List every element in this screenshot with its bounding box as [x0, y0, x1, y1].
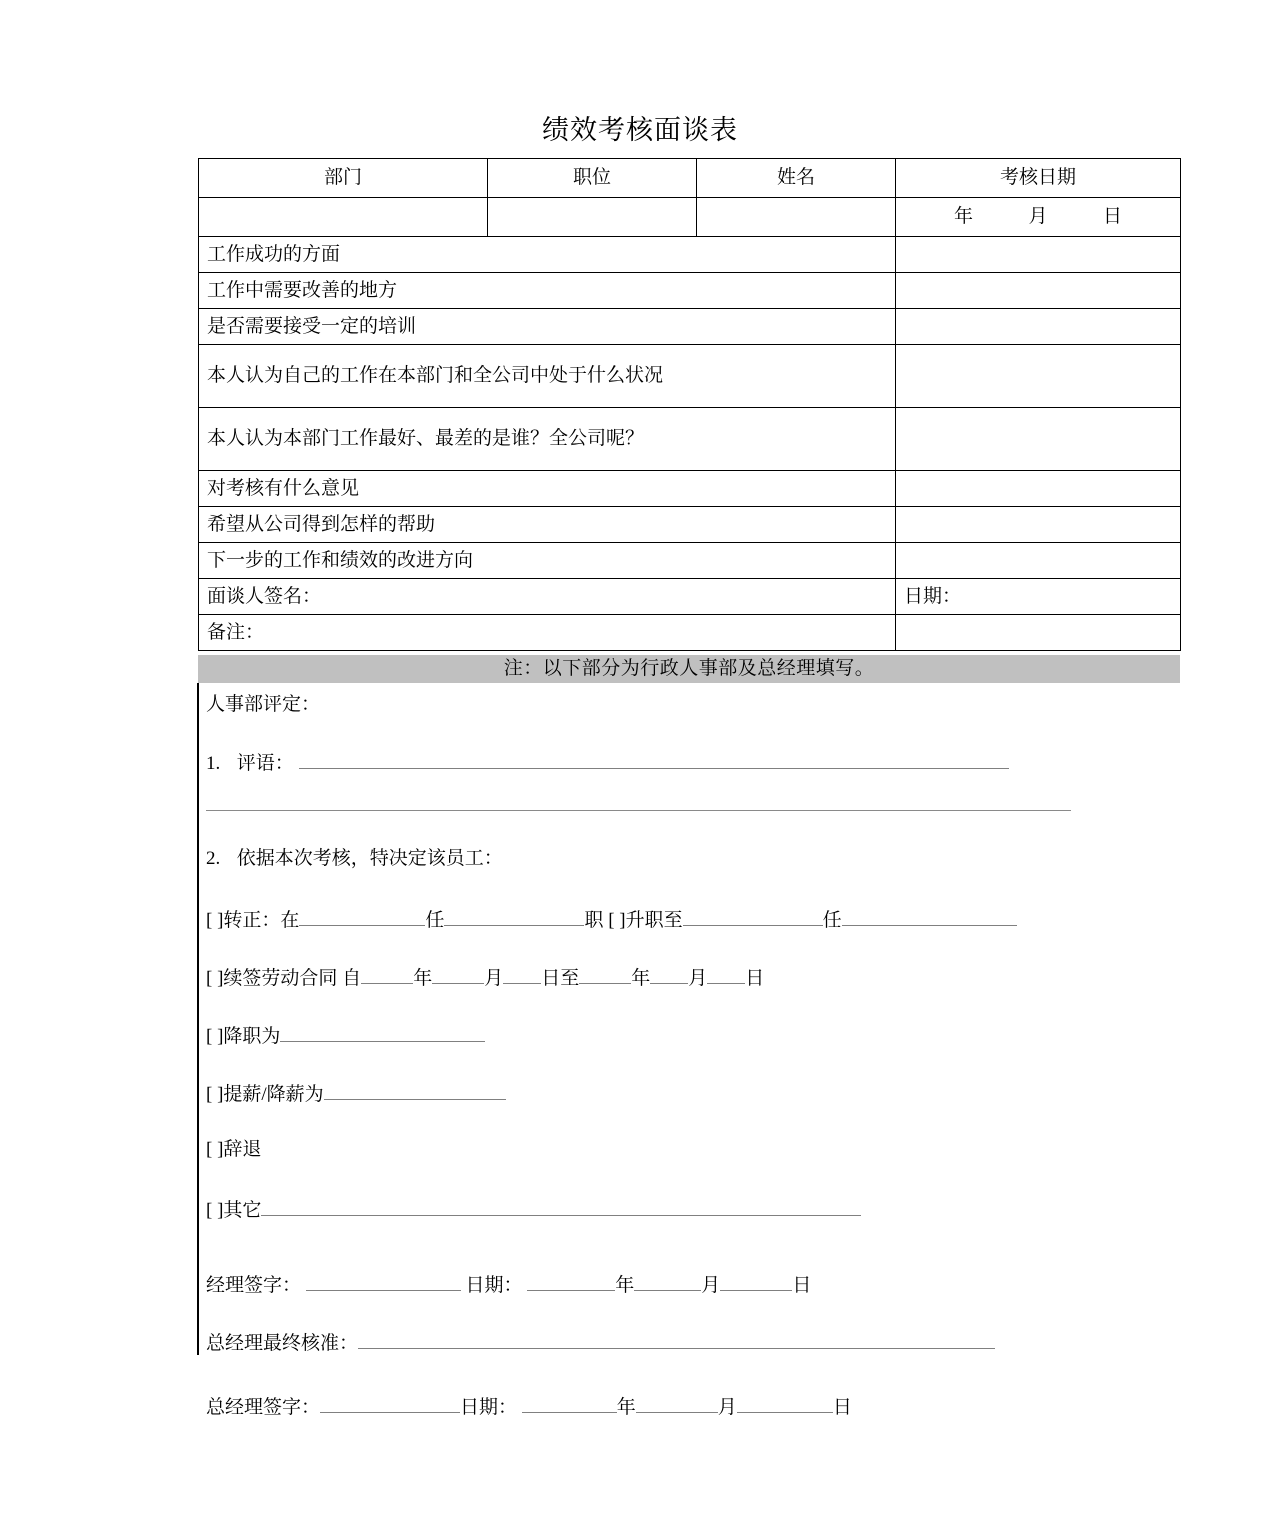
contract-start-month-input[interactable] — [432, 966, 484, 984]
question-label-3: 本人认为自己的工作在本部门和全公司中处于什么状况 — [199, 345, 896, 408]
checkbox-demotion[interactable]: [ ] — [206, 1026, 224, 1047]
performance-review-table — [198, 158, 1181, 651]
question-label-4: 本人认为本部门工作最好、最差的是谁？全公司呢？ — [199, 408, 896, 471]
contract-to-label: 日至 — [541, 968, 580, 989]
interviewer-date-label[interactable]: 日期： — [896, 579, 1181, 615]
gm-approval-row[interactable] — [206, 1331, 995, 1353]
option-promotion-text: 升职至 — [625, 910, 683, 931]
answer-cell-1[interactable] — [896, 273, 1181, 309]
comment-input-line-2[interactable] — [206, 810, 1071, 811]
table-row — [199, 507, 1181, 543]
comment-label: 评语： — [236, 753, 294, 774]
gm-signature-input[interactable] — [320, 1395, 460, 1413]
decision-row — [206, 849, 503, 868]
date-year-label: 年 — [953, 206, 973, 228]
gm-date-month-input[interactable] — [636, 1395, 718, 1413]
decision-number: 2. — [206, 848, 221, 869]
input-cell-position[interactable] — [488, 198, 697, 237]
option-dismissal-text: 辞退 — [223, 1139, 262, 1160]
checkbox-confirm[interactable]: [ ] — [206, 910, 224, 931]
gm-approval-label: 总经理最终核准： — [206, 1333, 359, 1354]
contract-end-day-input[interactable] — [707, 966, 745, 984]
answer-cell-7[interactable] — [896, 543, 1181, 579]
header-cell-name: 姓名 — [697, 159, 896, 198]
contract-end-year-input[interactable] — [579, 966, 631, 984]
answer-cell-6[interactable] — [896, 507, 1181, 543]
answer-cell-2[interactable] — [896, 309, 1181, 345]
manager-date-year-input[interactable] — [527, 1273, 615, 1291]
contract-end-year-label: 年 — [631, 968, 651, 989]
checkbox-promotion[interactable]: [ ] — [608, 910, 626, 931]
salary-change-input[interactable] — [324, 1082, 506, 1100]
option-confirm-serve: 任 — [425, 910, 445, 931]
input-cell-review-date[interactable] — [896, 198, 1181, 237]
checkbox-salary-change[interactable]: [ ] — [206, 1084, 224, 1105]
option-contract-renewal[interactable] — [206, 966, 764, 988]
date-day-label: 日 — [1103, 206, 1123, 228]
contract-end-month-label: 月 — [688, 968, 708, 989]
header-cell-department: 部门 — [199, 159, 488, 198]
manager-date-month-label: 月 — [701, 1275, 721, 1296]
option-confirm-promotion[interactable] — [206, 908, 1017, 930]
demotion-input[interactable] — [280, 1024, 485, 1042]
manager-signature-label: 经理签字： — [206, 1275, 302, 1296]
gm-date-year-label: 年 — [616, 1397, 636, 1418]
page-title: 绩效考核面谈表 — [542, 115, 738, 145]
checkbox-dismissal[interactable]: [ ] — [206, 1139, 224, 1160]
answer-cell-3[interactable] — [896, 345, 1181, 408]
gm-signature-label: 总经理签字： — [206, 1397, 321, 1418]
other-input[interactable] — [261, 1198, 861, 1216]
interviewer-signature-row — [199, 579, 1181, 615]
promotion-position-input[interactable] — [842, 908, 1017, 926]
option-promotion-serve: 任 — [822, 910, 842, 931]
header-cell-review-date: 考核日期 — [896, 159, 1181, 198]
option-other[interactable] — [206, 1198, 861, 1220]
contract-start-year-input[interactable] — [361, 966, 413, 984]
manager-date-month-input[interactable] — [634, 1273, 701, 1291]
manager-date-year-label: 年 — [615, 1275, 635, 1296]
promotion-target-input[interactable] — [683, 908, 823, 926]
comment-input-line-1[interactable] — [299, 751, 1009, 769]
gm-date-year-input[interactable] — [522, 1395, 617, 1413]
contract-end-month-input[interactable] — [650, 966, 688, 984]
question-label-1: 工作中需要改善的地方 — [199, 273, 896, 309]
comment-row — [206, 751, 1009, 773]
question-label-7: 下一步的工作和绩效的改进方向 — [199, 543, 896, 579]
gm-date-label: 日期： — [460, 1397, 518, 1418]
option-other-text: 其它 — [223, 1200, 262, 1221]
contract-start-year-label: 年 — [413, 968, 433, 989]
confirm-position-input[interactable] — [444, 908, 584, 926]
question-label-0: 工作成功的方面 — [199, 237, 896, 273]
table-row — [199, 273, 1181, 309]
remarks-cell[interactable] — [896, 615, 1181, 651]
gm-date-month-label: 月 — [717, 1397, 737, 1418]
manager-date-day-input[interactable] — [720, 1273, 792, 1291]
confirm-location-input[interactable] — [299, 908, 425, 926]
manager-signature-row[interactable] — [206, 1273, 811, 1295]
manager-date-day-label: 日 — [792, 1275, 812, 1296]
hr-section-heading: 人事部评定： — [206, 694, 321, 715]
question-label-2: 是否需要接受一定的培训 — [199, 309, 896, 345]
checkbox-contract-renewal[interactable]: [ ] — [206, 968, 224, 989]
gm-date-day-input[interactable] — [737, 1395, 833, 1413]
admin-note-bar: 注：以下部分为行政人事部及总经理填写。 — [198, 655, 1180, 683]
gm-date-day-label: 日 — [832, 1397, 852, 1418]
input-cell-name[interactable] — [697, 198, 896, 237]
date-month-label: 月 — [1028, 206, 1048, 228]
comment-number: 1. — [206, 753, 221, 774]
manager-date-label: 日期： — [465, 1275, 523, 1296]
remarks-row — [199, 615, 1181, 651]
decision-label: 依据本次考核，特决定该员工： — [236, 848, 503, 869]
table-row — [199, 408, 1181, 471]
option-demotion-text: 降职为 — [223, 1026, 281, 1047]
option-confirm-text: 转正：在 — [223, 910, 300, 931]
table-header-row — [199, 159, 1181, 198]
table-row — [199, 543, 1181, 579]
table-row — [199, 309, 1181, 345]
table-row — [199, 471, 1181, 507]
checkbox-other[interactable]: [ ] — [206, 1200, 224, 1221]
remarks-label: 备注： — [199, 615, 896, 651]
input-cell-department[interactable] — [199, 198, 488, 237]
contract-end-day-label: 日 — [745, 968, 765, 989]
question-label-6: 希望从公司得到怎样的帮助 — [199, 507, 896, 543]
interviewer-signature-label: 面谈人签名： — [199, 579, 896, 615]
contract-from-label: 自 — [342, 968, 362, 989]
answer-cell-0[interactable] — [896, 237, 1181, 273]
option-salary-change[interactable] — [206, 1082, 506, 1104]
question-label-5: 对考核有什么意见 — [199, 471, 896, 507]
table-row — [199, 345, 1181, 408]
gm-signature-row[interactable] — [206, 1395, 852, 1417]
option-confirm-post: 职 — [584, 910, 604, 931]
option-contract-text: 续签劳动合同 — [223, 968, 338, 989]
header-cell-position: 职位 — [488, 159, 697, 198]
table-row — [199, 237, 1181, 273]
option-salary-text: 提薪/降薪为 — [223, 1084, 324, 1105]
contract-start-day-input[interactable] — [503, 966, 541, 984]
answer-cell-4[interactable] — [896, 408, 1181, 471]
manager-signature-input[interactable] — [306, 1273, 461, 1291]
table-input-row — [199, 198, 1181, 237]
gm-approval-input[interactable] — [358, 1331, 995, 1349]
contract-start-month-label: 月 — [484, 968, 504, 989]
option-demotion[interactable] — [206, 1024, 485, 1046]
answer-cell-5[interactable] — [896, 471, 1181, 507]
hr-section-left-border — [197, 683, 199, 1355]
option-dismissal[interactable] — [206, 1140, 261, 1159]
